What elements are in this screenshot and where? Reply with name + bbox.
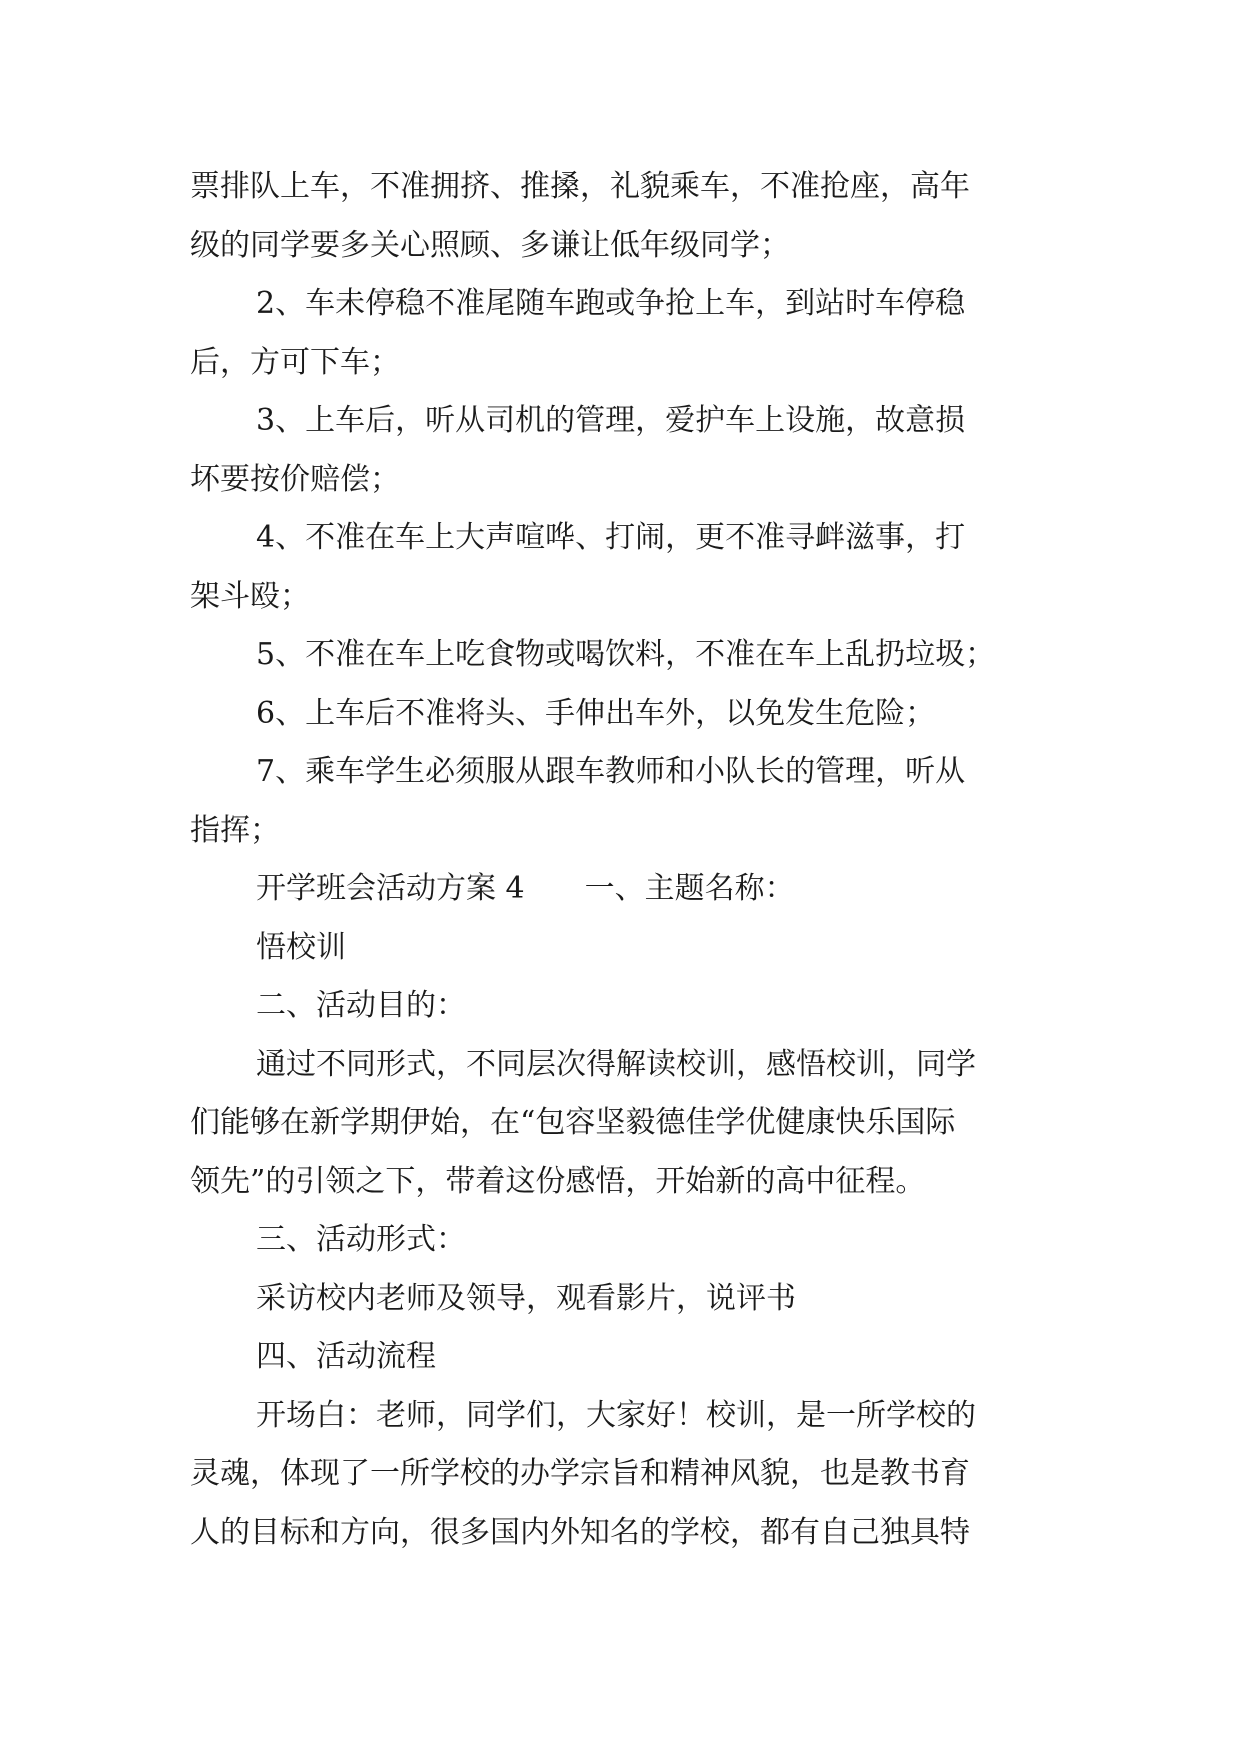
text-line: 通过不同形式，不同层次得解读校训，感悟校训，同学 (256, 1046, 976, 1082)
text-line: 采访校内老师及领导，观看影片，说评书 (256, 1280, 796, 1316)
document-body (190, 158, 1070, 1562)
text-line: 6、上车后不准将头、手伸出车外，以免发生危险； (256, 695, 936, 731)
text-line: 架斗殴； (190, 578, 310, 614)
text-line: 领先”的引领之下，带着这份感悟，开始新的高中征程。 (190, 1163, 926, 1199)
text-line: 人的目标和方向，很多国内外知名的学校，都有自己独具特 (190, 1514, 970, 1550)
section-heading-line (190, 860, 1070, 919)
text-line: 票排队上车，不准拥挤、推搡，礼貌乘车，不准抢座，高年 (190, 169, 970, 204)
text-line: 3、上车后，听从司机的管理，爱护车上设施，故意损 (256, 403, 966, 438)
text-line: 4、不准在车上大声喧哗、打闹，更不准寻衅滋事，打 (256, 520, 966, 555)
text-line: 坏要按价赔偿； (190, 461, 400, 497)
subheading: 二、活动目的： (256, 988, 466, 1023)
text-line: 指挥； (190, 812, 280, 848)
text-line: 开场白：老师，同学们，大家好！校训，是一所学校的 (256, 1397, 976, 1433)
text-line: 们能够在新学期伊始，在“包容坚毅德佳学优健康快乐国际 (190, 1105, 956, 1140)
subheading: 四、活动流程 (256, 1339, 436, 1374)
text-line: 灵魂，体现了一所学校的办学宗旨和精神风貌，也是教书育 (190, 1456, 970, 1491)
subheading: 三、活动形式： (256, 1222, 466, 1257)
section-title: 开学班会活动方案 4 (256, 871, 525, 906)
text-line: 7、乘车学生必须服从跟车教师和小队长的管理，听从 (256, 754, 966, 789)
text-line: 后，方可下车； (190, 344, 400, 380)
text-line: 悟校训 (256, 929, 346, 965)
subheading: 一、主题名称： (584, 871, 795, 906)
text-line: 5、不准在车上吃食物或喝饮料，不准在车上乱扔垃圾； (256, 637, 996, 672)
text-line: 2、车未停稳不准尾随车跑或争抢上车，到站时车停稳 (256, 286, 966, 321)
text-line: 级的同学要多关心照顾、多谦让低年级同学； (190, 227, 790, 263)
